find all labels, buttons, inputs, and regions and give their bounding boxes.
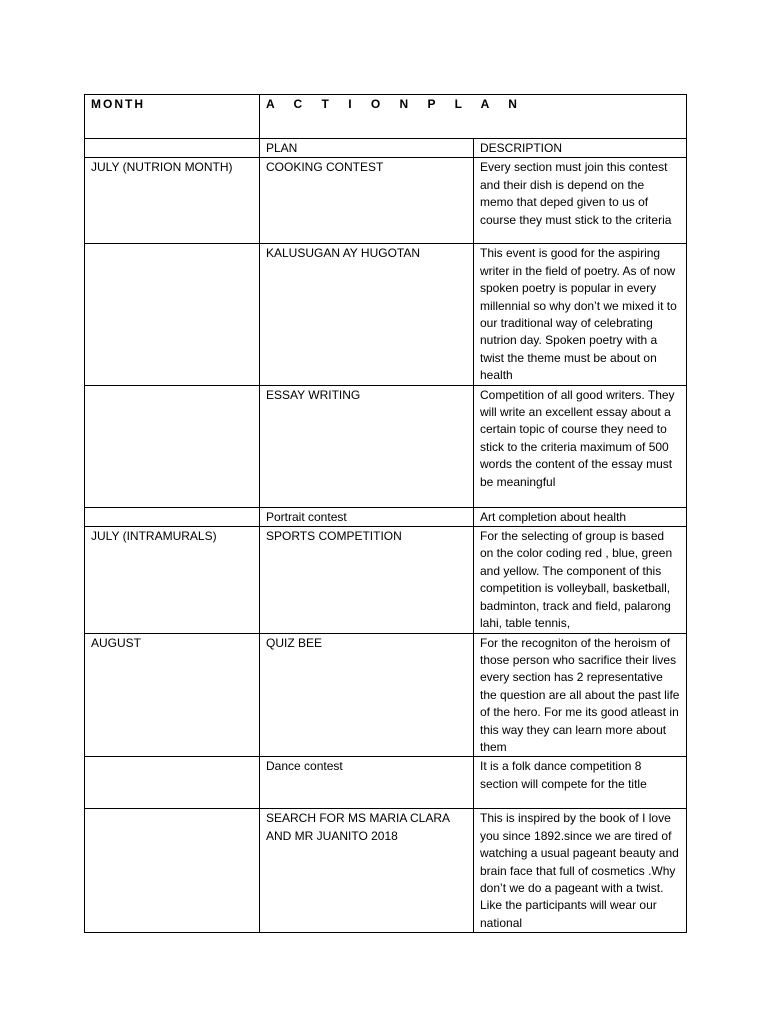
month-cell (85, 244, 260, 385)
plan-cell: Dance contest (260, 757, 474, 809)
description-cell: For the recogniton of the heroism of those person who sacrifice their lives every section has 2 representative the question are all about the past life of the hero. For me its good atleast in this way they can learn more about them (474, 633, 687, 757)
plan-cell: QUIZ BEE (260, 633, 474, 757)
description-cell: Every section must join this contest and their dish is depend on the memo that deped given to us of course they must stick to the criteria (474, 158, 687, 244)
description-cell: For the selecting of group is based on the color coding red , blue, green and yellow. The component of this competition is volleyball, basketball, badminton, track and field, palarong lahi, table tennis, (474, 527, 687, 633)
table-row (85, 633, 687, 757)
plan-cell: SEARCH FOR MS MARIA CLARA AND MR JUANITO 2018 (260, 809, 474, 933)
table-row (85, 809, 687, 933)
plan-cell: ESSAY WRITING (260, 385, 474, 507)
plan-cell: COOKING CONTEST (260, 158, 474, 244)
plan-cell: Portrait contest (260, 507, 474, 526)
plan-column-header: PLAN (260, 139, 474, 158)
table-row (85, 527, 687, 633)
plan-cell: KALUSUGAN AY HUGOTAN (260, 244, 474, 385)
month-cell: JULY (INTRAMURALS) (85, 527, 260, 633)
description-cell: Art completion about health (474, 507, 687, 526)
table-row (85, 244, 687, 385)
column-header-row (85, 139, 687, 158)
description-cell: This event is good for the aspiring writer in the field of poetry. As of now spoken poetry is popular in every millennial so why don’t we mixed it to our traditional way of celebrating nutrion day. Spoken poetry with a twist the theme must be about on health (474, 244, 687, 385)
action-plan-table (84, 94, 687, 933)
month-cell (85, 385, 260, 507)
table-row (85, 757, 687, 809)
table-row (85, 385, 687, 507)
title-row (85, 95, 687, 139)
action-plan-title: A C T I O N P L A N (260, 95, 687, 139)
table-row (85, 158, 687, 244)
table-row (85, 507, 687, 526)
month-cell (85, 507, 260, 526)
description-cell: This is inspired by the book of I love you since 1892.since we are tired of watching a usual pageant beauty and brain face that full of cosmetics .Why don’t we do a pageant with a twist. Like the participants will wear our national (474, 809, 687, 933)
description-column-header: DESCRIPTION (474, 139, 687, 158)
month-cell: JULY (NUTRION MONTH) (85, 158, 260, 244)
description-cell: Competition of all good writers. They will write an excellent essay about a certain topic of course they need to stick to the criteria maximum of 500 words the content of the essay must be meaningful (474, 385, 687, 507)
month-title: MONTH (85, 95, 260, 139)
month-cell (85, 757, 260, 809)
description-cell: It is a folk dance competition 8 section will compete for the title (474, 757, 687, 809)
month-column-header-empty (85, 139, 260, 158)
month-cell: AUGUST (85, 633, 260, 757)
plan-cell: SPORTS COMPETITION (260, 527, 474, 633)
month-cell (85, 809, 260, 933)
